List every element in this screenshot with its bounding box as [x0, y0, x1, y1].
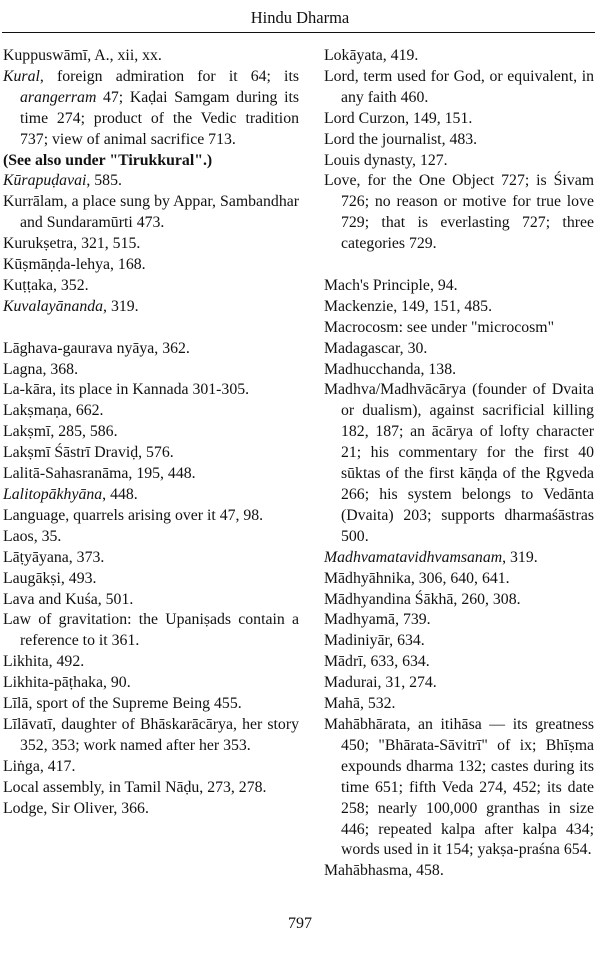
index-entry-text: Macrocosm: see under "microcosm" — [324, 318, 555, 336]
index-entry-text: Mach's Principle, 94. — [324, 276, 458, 294]
index-entry-text: Mahābhārata, an itihāsa — its greatness 450; "Bhārata-Sāvitrī" of ix; Bhīṣma expounds dharma 132; castes during its time 651; fifth Veda 274, 452; its date 258; nearly 100,000 granthas in size 446; repeated kalpa after kalpa 434; words used in it 154; yakṣa-praśna 654. — [324, 715, 594, 859]
index-entry-text: Mādhyāhnika, 306, 640, 641. — [324, 569, 510, 587]
index-entry-text: Mahābhasma, 458. — [324, 862, 444, 880]
index-entry-text: Lord the journalist, 483. — [324, 130, 478, 148]
index-entry — [3, 380, 299, 401]
index-entry-text: Madhvamatavidhvamsanam — [324, 548, 503, 566]
index-entry — [324, 46, 594, 67]
index-entry — [3, 46, 299, 67]
index-entry — [3, 694, 299, 715]
index-entry-text: Mādrī, 633, 634. — [324, 653, 430, 671]
index-entry — [3, 569, 299, 590]
index-entry-text: Kuppuswāmī, A., xii, xx. — [3, 47, 162, 64]
index-entry-text: Language, quarrels arising over it 47, 98. — [3, 506, 264, 524]
header-rule — [2, 32, 595, 33]
index-entry-text: Lāghava-gaurava nyāya, 362. — [3, 339, 190, 357]
index-entry-text: Mādhyandina Śākhā, 260, 308. — [324, 590, 521, 608]
index-entry-text: Lalitā-Sahasranāma, 195, 448. — [3, 465, 196, 483]
index-entry-text: Louis dynasty, 127. — [324, 151, 448, 169]
index-entry-text: Likhita-pāṭhaka, 90. — [3, 674, 131, 692]
index-entry-text: Lord Curzon, 149, 151. — [324, 109, 473, 127]
index-entry — [324, 631, 594, 652]
index-entry — [3, 527, 299, 548]
index-entry — [3, 171, 299, 192]
index-entry — [324, 151, 594, 172]
index-entry-text: Laugākṣi, 493. — [3, 569, 97, 587]
index-entry — [324, 694, 594, 715]
index-entry — [3, 778, 299, 799]
index-entry-text: Love, for the One Object 727; is Śivam 726; no reason or motive for true love 729; that is everlasting 727; three categories 729. — [324, 172, 594, 253]
index-entry-text: Kuvalayānanda — [3, 297, 104, 315]
index-entry — [3, 506, 299, 527]
index-entry-text: Kural — [3, 67, 40, 85]
section-gap — [324, 255, 594, 276]
index-entry-text: Kūṣmāṇḍa-lehya, 168. — [3, 256, 146, 274]
index-entry-text: Mackenzie, 149, 151, 485. — [324, 297, 493, 315]
page-number: 797 — [288, 915, 312, 932]
index-entry — [3, 276, 299, 297]
index-entry-text: Madhucchanda, 138. — [324, 360, 457, 378]
index-entry-text: Liṅga, 417. — [3, 757, 76, 775]
index-entry-text: Lakṣmī, 285, 586. — [3, 423, 118, 441]
index-entry-text: Kūrapuḍavai — [3, 172, 87, 190]
index-entry-text: La-kāra, its place in Kannada 301-305. — [3, 381, 250, 399]
index-entry — [3, 297, 299, 318]
index-entry-text: Mahā, 532. — [324, 695, 396, 713]
index-entry-text: Lakṣmaṇa, 662. — [3, 402, 104, 420]
index-entry — [3, 67, 299, 151]
index-entry — [324, 109, 594, 130]
index-entry — [3, 255, 299, 276]
index-entry — [3, 673, 299, 694]
index-entry-text: Lord, term used for God, or equivalent, in any faith 460. — [324, 67, 594, 106]
index-entry-text: Lokāyata, 419. — [324, 47, 419, 64]
section-gap — [3, 318, 299, 339]
index-column-left — [3, 46, 299, 820]
index-entry-text: Local assembly, in Tamil Nāḍu, 273, 278. — [3, 778, 267, 796]
index-entry — [324, 380, 594, 547]
index-entry-text: Law of gravitation: the Upaniṣads contain a reference to it 361. — [3, 611, 299, 650]
index-entry — [324, 548, 594, 569]
index-entry — [324, 67, 594, 109]
index-entry — [324, 652, 594, 673]
index-entry-text: Lakṣmī Śāstrī Draviḍ, 576. — [3, 444, 174, 462]
index-entry — [3, 757, 299, 778]
index-entry — [324, 297, 594, 318]
index-entry-text: Kurukṣetra, 321, 515. — [3, 235, 141, 253]
index-entry — [324, 715, 594, 861]
index-entry — [3, 652, 299, 673]
index-entry-text: Kurrālam, a place sung by Appar, Sambandhar and Sundaramūrti 473. — [3, 193, 299, 232]
index-entry-text: Lāṭyāyana, 373. — [3, 548, 105, 566]
index-entry — [324, 610, 594, 631]
index-entry — [324, 360, 594, 381]
index-entry — [324, 861, 594, 882]
index-entry-text: arangerram — [20, 88, 97, 106]
index-entry-text: , 585. — [86, 172, 122, 190]
index-entry-text: Laos, 35. — [3, 527, 62, 545]
index-entry — [324, 590, 594, 611]
index-entry-text: , 319. — [502, 548, 538, 566]
index-entry-text: Madiniyār, 634. — [324, 632, 425, 650]
index-entry — [3, 234, 299, 255]
index-entry-text: , 319. — [103, 297, 139, 315]
index-entry-text: Līlā, sport of the Supreme Being 455. — [3, 695, 242, 713]
index-entry-text: Lagna, 368. — [3, 360, 79, 378]
index-entry — [3, 339, 299, 360]
index-entry — [324, 569, 594, 590]
index-entry-text: , foreign admiration for it 64; its — [39, 67, 299, 85]
index-entry-text: (See also under "Tirukkural".) — [3, 151, 213, 169]
index-entry — [324, 171, 594, 255]
index-entry-text: Likhita, 492. — [3, 653, 85, 671]
index-entry — [324, 673, 594, 694]
index-entry-text: Lalitopākhyāna — [3, 486, 103, 504]
index-column-right — [324, 46, 594, 882]
index-entry-text: 47; Kaḍai Samgam during its time 274; product of the Vedic tradition 737; view of animal sacrifice 713. — [20, 88, 299, 148]
index-entry — [3, 151, 299, 172]
index-entry-text: Kuṭṭaka, 352. — [3, 276, 89, 294]
index-entry — [3, 799, 299, 820]
index-entry-text: Madhyamā, 739. — [324, 611, 431, 629]
index-entry — [3, 401, 299, 422]
index-entry — [324, 276, 594, 297]
index-entry-text: Madagascar, 30. — [324, 339, 428, 357]
index-entry — [3, 610, 299, 652]
index-entry — [3, 464, 299, 485]
index-entry — [3, 548, 299, 569]
index-entry — [324, 130, 594, 151]
index-entry-text: Madhva/Madhvācārya (founder of Dvaita or dualism), against sacrificial killing 182, 187; an ācārya of lofty character 21; his commentary for the first 40 sūktas of the first kāṇḍa of the Ṛgveda 266; his system belongs to Vedānta (Dvaita) 203; supports dharmaśāstras 500. — [324, 381, 594, 545]
index-entry — [3, 485, 299, 506]
index-entry — [324, 339, 594, 360]
index-entry — [3, 590, 299, 611]
index-entry — [3, 443, 299, 464]
running-header: Hindu Dharma — [250, 8, 350, 27]
index-entry-text: Līlāvatī, daughter of Bhāskarācārya, her story 352, 353; work named after her 353. — [3, 715, 299, 754]
index-entry-text: Lodge, Sir Oliver, 366. — [3, 799, 149, 817]
index-entry — [3, 422, 299, 443]
index-entry — [3, 360, 299, 381]
index-entry — [3, 715, 299, 757]
index-entry — [324, 318, 594, 339]
index-entry-text: Madurai, 31, 274. — [324, 674, 437, 692]
index-entry — [3, 192, 299, 234]
index-entry-text: , 448. — [102, 486, 138, 504]
index-entry-text: Lava and Kuśa, 501. — [3, 590, 134, 608]
